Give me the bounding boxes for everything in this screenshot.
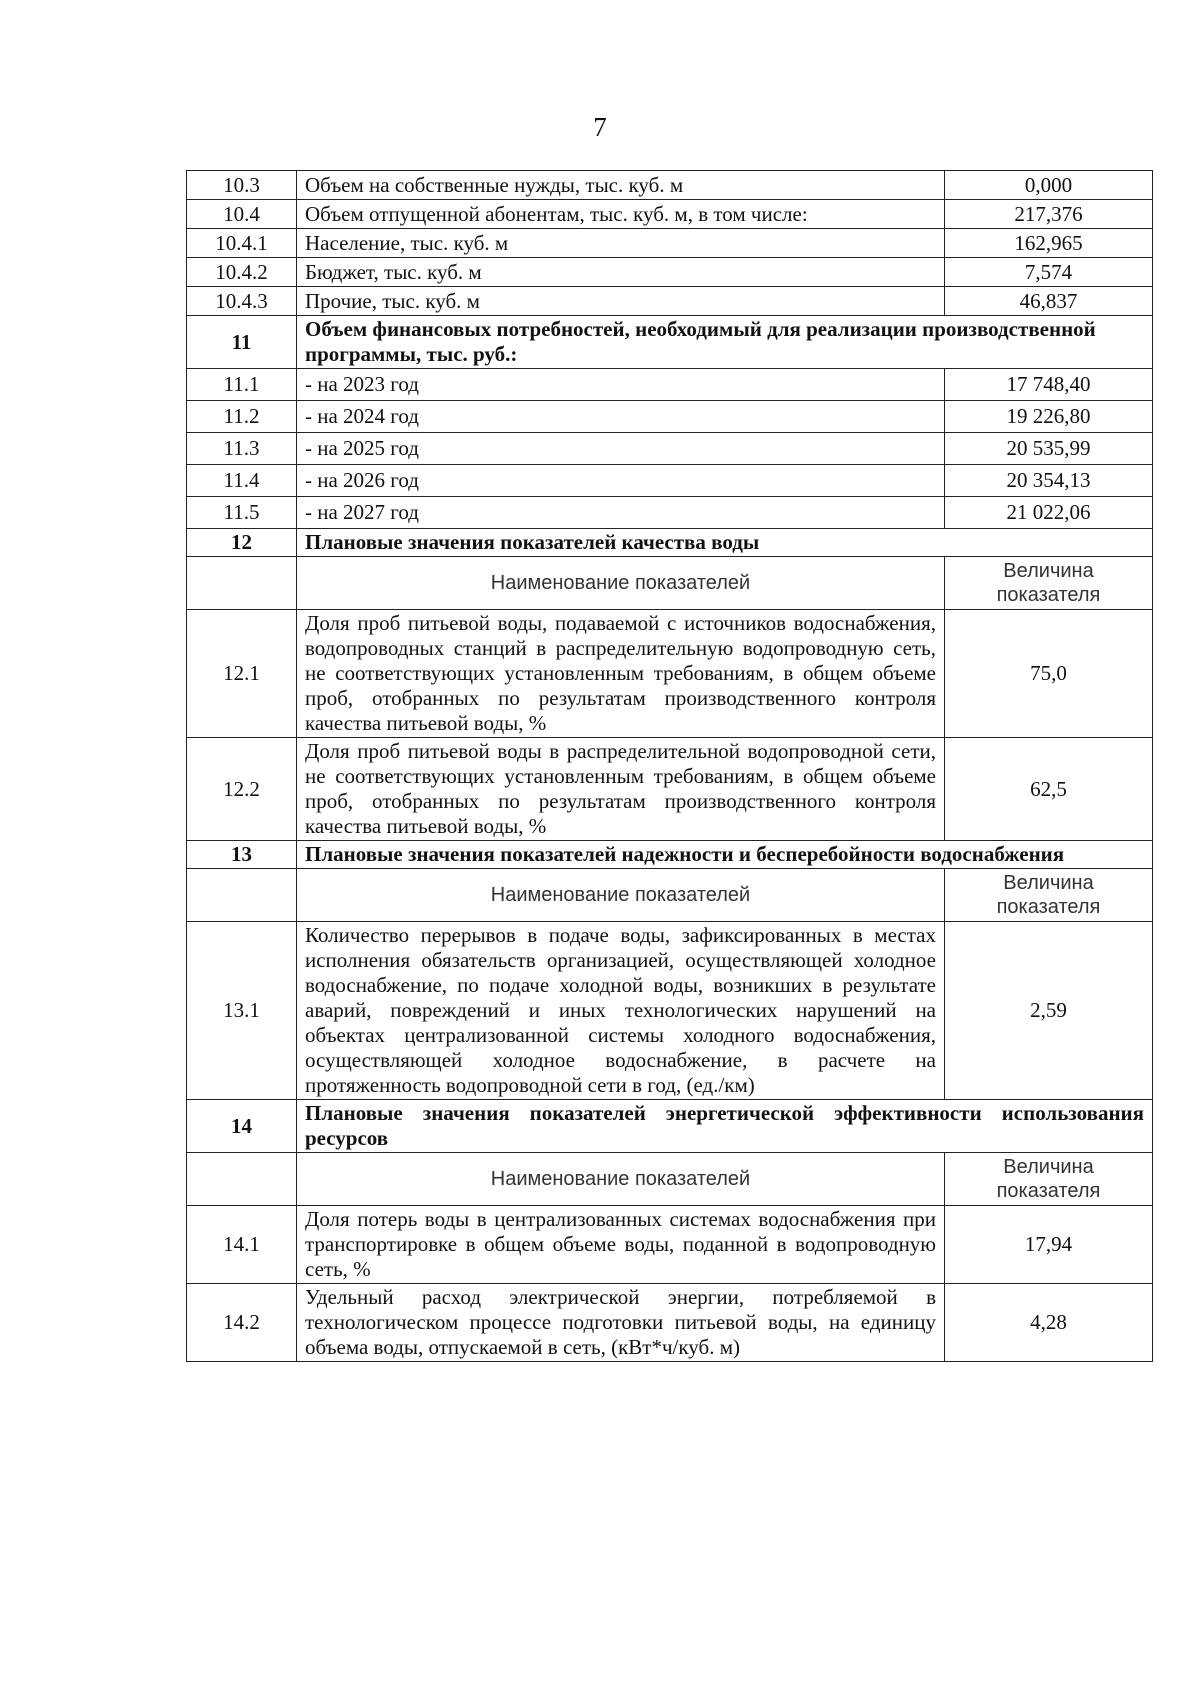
section-number: 13 bbox=[187, 841, 297, 869]
table-row bbox=[187, 401, 1153, 433]
table-row bbox=[187, 369, 1153, 401]
row-text: - на 2023 год bbox=[297, 369, 945, 401]
table-row bbox=[187, 433, 1153, 465]
row-text: Объем на собственные нужды, тыс. куб. м bbox=[297, 171, 945, 200]
table-row bbox=[187, 258, 1153, 287]
indicators-table bbox=[186, 170, 1153, 1362]
row-value: 7,574 bbox=[945, 258, 1153, 287]
row-number: 12.1 bbox=[187, 610, 297, 738]
section-number: 11 bbox=[187, 316, 297, 369]
section-number: 14 bbox=[187, 1100, 297, 1153]
table-row bbox=[187, 465, 1153, 497]
row-number: 10.4 bbox=[187, 200, 297, 229]
row-text: - на 2027 год bbox=[297, 497, 945, 529]
row-value: 217,376 bbox=[945, 200, 1153, 229]
row-value: 62,5 bbox=[945, 738, 1153, 841]
table-row bbox=[187, 497, 1153, 529]
row-value: 0,000 bbox=[945, 171, 1153, 200]
column-header-row bbox=[187, 557, 1153, 610]
row-text: Доля проб питьевой воды, подаваемой с источников водоснабжения, водопроводных станций в распределительную водопроводную сеть, не соответствующих установленным требованиям, в общем объеме проб, отобранных по результатам производственного контроля качества питьевой воды, % bbox=[297, 610, 945, 738]
table-row bbox=[187, 200, 1153, 229]
row-value: 162,965 bbox=[945, 229, 1153, 258]
table-row bbox=[187, 610, 1153, 738]
row-value: 46,837 bbox=[945, 287, 1153, 316]
page-number: 7 bbox=[593, 112, 607, 142]
table-row bbox=[187, 922, 1153, 1100]
row-value: 4,28 bbox=[945, 1284, 1153, 1362]
row-text: - на 2024 год bbox=[297, 401, 945, 433]
empty-cell bbox=[187, 557, 297, 610]
table-row bbox=[187, 1284, 1153, 1362]
header-value: Величина показателя bbox=[945, 869, 1153, 922]
section-title: Плановые значения показателей надежности и бесперебойности водоснабжения bbox=[297, 841, 1153, 869]
table-row bbox=[187, 287, 1153, 316]
row-number: 11.4 bbox=[187, 465, 297, 497]
row-number: 11.2 bbox=[187, 401, 297, 433]
section-header-row bbox=[187, 316, 1153, 369]
section-title: Плановые значения показателей энергетической эффективности использования ресурсов bbox=[297, 1100, 1153, 1153]
row-value: 17 748,40 bbox=[945, 369, 1153, 401]
table-row bbox=[187, 229, 1153, 258]
empty-cell bbox=[187, 869, 297, 922]
header-name: Наименование показателей bbox=[297, 1153, 945, 1206]
table-row bbox=[187, 171, 1153, 200]
row-value: 19 226,80 bbox=[945, 401, 1153, 433]
row-number: 11.3 bbox=[187, 433, 297, 465]
row-number: 10.3 bbox=[187, 171, 297, 200]
column-header-row bbox=[187, 869, 1153, 922]
row-value: 21 022,06 bbox=[945, 497, 1153, 529]
row-value: 17,94 bbox=[945, 1206, 1153, 1284]
section-number: 12 bbox=[187, 529, 297, 557]
row-value: 2,59 bbox=[945, 922, 1153, 1100]
row-value: 20 535,99 bbox=[945, 433, 1153, 465]
row-text: Количество перерывов в подаче воды, зафиксированных в местах исполнения обязательств организацией, осуществляющей холодное водоснабжение, по подаче холодной воды, возникших в результате аварий, повреждений и иных технологических нарушений на объектах централизованной системы холодного водоснабжения, осуществляющей холодное водоснабжение, в расчете на протяженность водопроводной сети в год, (ед./км) bbox=[297, 922, 945, 1100]
header-value: Величина показателя bbox=[945, 557, 1153, 610]
row-text: Объем отпущенной абонентам, тыс. куб. м, в том числе: bbox=[297, 200, 945, 229]
column-header-row bbox=[187, 1153, 1153, 1206]
row-text: Удельный расход электрической энергии, потребляемой в технологическом процессе подготовки питьевой воды, на единицу объема воды, отпускаемой в сеть, (кВт*ч/куб. м) bbox=[297, 1284, 945, 1362]
header-value: Величина показателя bbox=[945, 1153, 1153, 1206]
row-text: Доля потерь воды в централизованных системах водоснабжения при транспортировке в общем объеме воды, поданной в водопроводную сеть, % bbox=[297, 1206, 945, 1284]
row-text: Доля проб питьевой воды в распределительной водопроводной сети, не соответствующих установленным требованиям, в общем объеме проб, отобранных по результатам производственного контроля качества питьевой воды, % bbox=[297, 738, 945, 841]
row-value: 75,0 bbox=[945, 610, 1153, 738]
row-text: Население, тыс. куб. м bbox=[297, 229, 945, 258]
row-number: 13.1 bbox=[187, 922, 297, 1100]
section-header-row bbox=[187, 1100, 1153, 1153]
row-number: 12.2 bbox=[187, 738, 297, 841]
section-header-row bbox=[187, 529, 1153, 557]
row-text: - на 2025 год bbox=[297, 433, 945, 465]
table-row bbox=[187, 738, 1153, 841]
header-name: Наименование показателей bbox=[297, 557, 945, 610]
row-number: 10.4.2 bbox=[187, 258, 297, 287]
section-title: Плановые значения показателей качества воды bbox=[297, 529, 1153, 557]
section-title: Объем финансовых потребностей, необходимый для реализации производственной программы, тыс. руб.: bbox=[297, 316, 1153, 369]
row-number: 11.5 bbox=[187, 497, 297, 529]
table-row bbox=[187, 1206, 1153, 1284]
row-number: 10.4.1 bbox=[187, 229, 297, 258]
row-value: 20 354,13 bbox=[945, 465, 1153, 497]
row-text: Прочие, тыс. куб. м bbox=[297, 287, 945, 316]
row-text: Бюджет, тыс. куб. м bbox=[297, 258, 945, 287]
row-number: 14.1 bbox=[187, 1206, 297, 1284]
row-number: 11.1 bbox=[187, 369, 297, 401]
row-number: 10.4.3 bbox=[187, 287, 297, 316]
row-text: - на 2026 год bbox=[297, 465, 945, 497]
row-number: 14.2 bbox=[187, 1284, 297, 1362]
header-name: Наименование показателей bbox=[297, 869, 945, 922]
empty-cell bbox=[187, 1153, 297, 1206]
section-header-row bbox=[187, 841, 1153, 869]
